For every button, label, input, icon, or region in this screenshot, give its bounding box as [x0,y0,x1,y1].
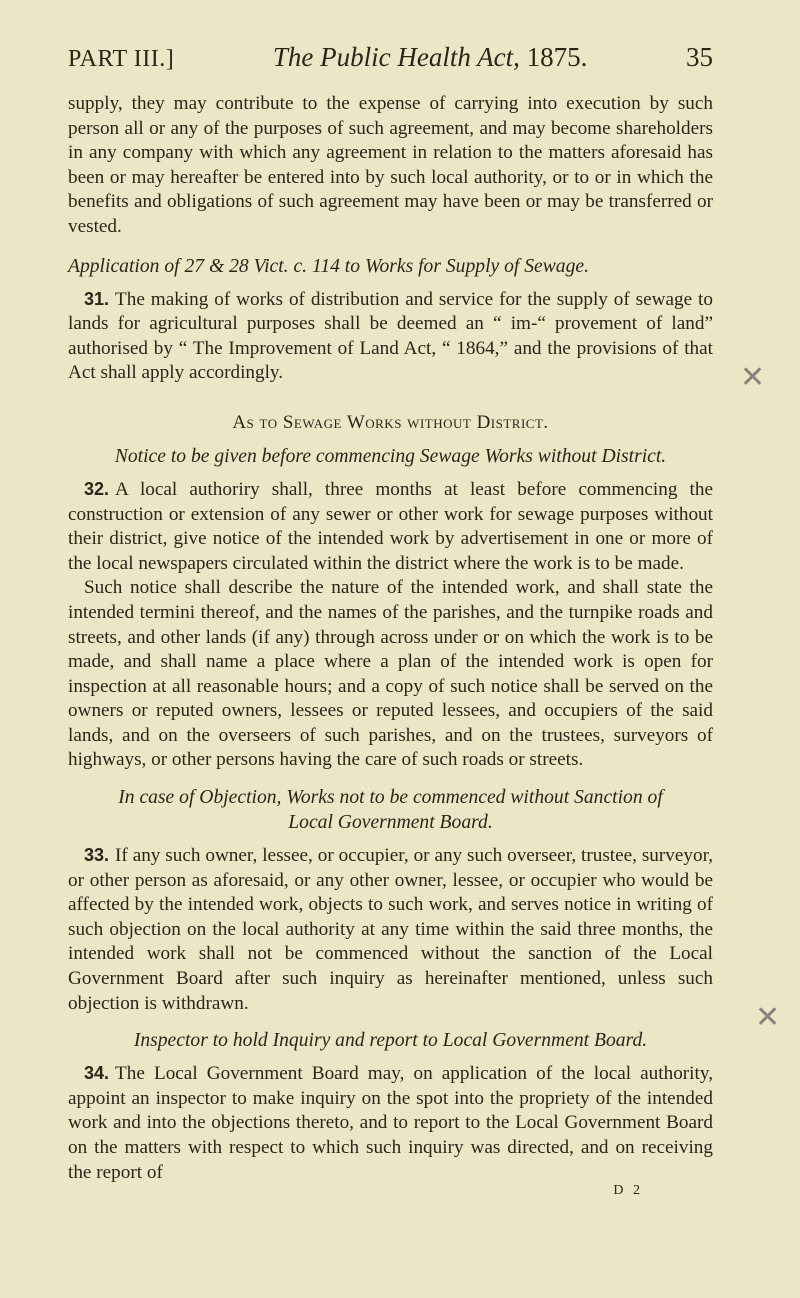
section-34 [68,1061,713,1185]
section-34-number: 34. [84,1063,110,1084]
section-33-text: If any such owner, lessee, or occupier, or any such overseer, trustee, surveyor, or other person as aforesaid, or any other owner, lessee, or occupier who would be affected by the intended work, objects to such work, and serves notice in writing of such objection on the local authority at any time within the said three months, the intended work shall not be commenced without the sanction of the Local Government Board after such inquiry as hereinafter mentioned, unless such objection is withdrawn. [68,845,713,1014]
intro-paragraph: supply, they may contribute to the expense of carrying into execution by such person all or any of the purposes of such agreement, and may become shareholders in any company with which any agreement in relation to the matters aforesaid has been or may hereafter be entered into by such local authority, or to or in which the benefits and obligations of such agreement may have been or may be transferred or vested. [68,93,713,237]
margin-mark-2: ✕ [755,1000,781,1035]
section-31-text: The making of works of distribution and service for the supply of sewage to lands for agricultural purposes shall be deemed an “ im-“ provement of land” authorised by “ The Improvement of Land Act, “ 1864,” and the provisions of that Act shall apply accordingly. [68,288,713,384]
running-head [68,42,713,86]
running-title [273,42,587,73]
section-32 [68,477,713,576]
section-32-continued: Such notice shall describe the nature of the intended work, and shall state the intended termini thereof, and the names of the parishes, and the turnpike roads and streets, and other lands (if any) through across under or on which the work is to be made, and shall name a place where a plan of the intended work is open for inspection at all reasonable hours; and a copy of such notice shall be served on the owners or reputed owners, lessees or reputed lessees, and occupiers of the said lands, and on the overseers of such parishes, and on the trustees, surveyors of highways, or other persons having the care of such roads or streets. [68,577,713,771]
heading-objection: In case of Objection, Works not to be commenced without Sanction of Local Government Board. [118,787,663,834]
section-34-text: The Local Government Board may, on application of the local authority, appoint an inspector to make inquiry on the spot into the propriety of the intended work and into the objections thereto, and to report to the Local Government Board on the matters with respect to which such inquiry was directed, and on receiving the report of [68,1063,713,1183]
heading-inspector: Inspector to hold Inquiry and report to Local Government Board. [133,1030,648,1052]
heading-application: Application of 27 & 28 Vict. c. 114 to Works for Supply of Sewage. [68,255,589,277]
signature-mark: D 2 [613,1183,643,1199]
heading-sewage-works: As to Sewage Works without District. [232,411,549,433]
margin-mark-1: ✕ [740,360,766,395]
section-31 [68,287,713,386]
section-32-text: A local authoriry shall, three months at least before commencing the construction or extension of any sewer or other work for sewage purposes without their district, give notice of the intended work by advertisement in one or more of the local newspapers circulated within the district where the work is to be made. [68,478,713,574]
section-31-number: 31. [84,288,110,309]
section-32-number: 32. [84,478,110,499]
page [68,42,713,1199]
act-title: The Public Health Act, [272,42,520,72]
section-33-number: 33. [84,845,110,866]
heading-notice: Notice to be given before commencing Sewage Works without District. [114,445,667,467]
section-33 [68,843,713,1016]
page-number: 35 [686,42,713,72]
part-label: PART III.] [68,46,175,72]
act-year: 1875. [526,42,588,72]
